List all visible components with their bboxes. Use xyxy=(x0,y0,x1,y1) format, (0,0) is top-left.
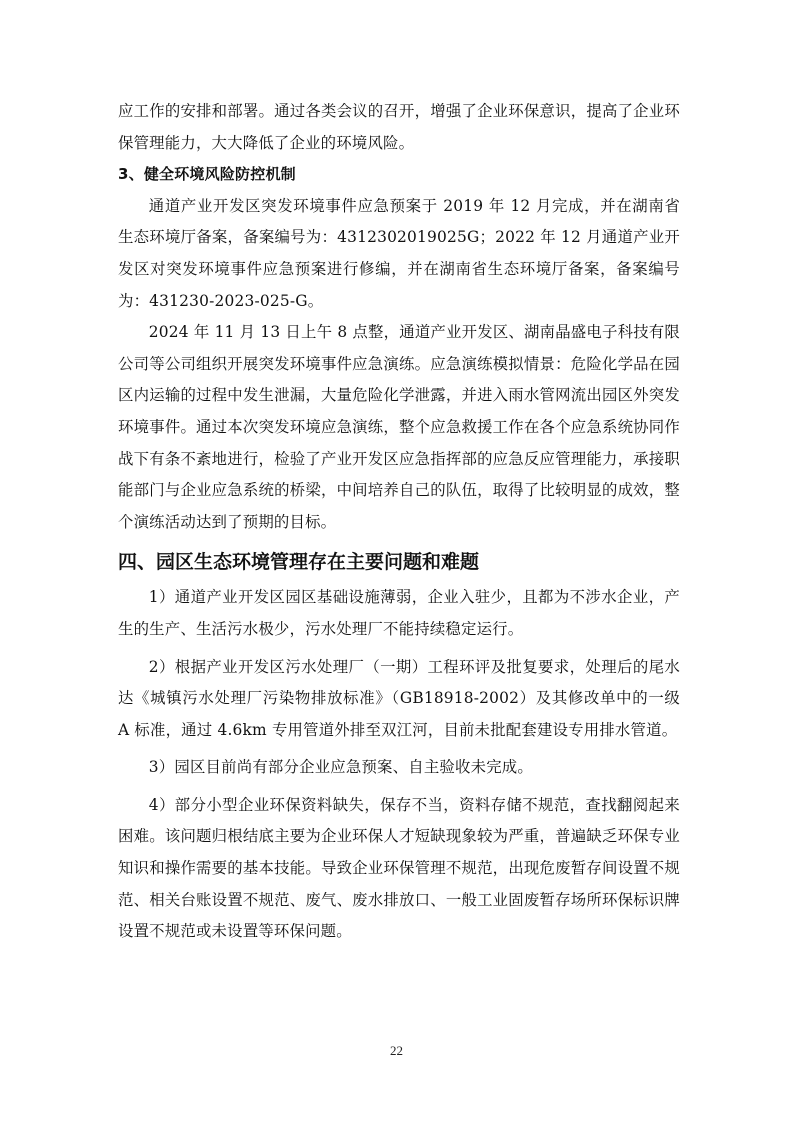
document-body xyxy=(118,96,680,948)
list-item-problem-4: 4）部分小型企业环保资料缺失，保存不当，资料存储不规范，查找翻阅起来困难。该问题归根结底主要为企业环保人才短缺现象较为严重，普遍缺乏环保专业知识和操作需要的基本技能。导致企业环保管理不规范，出现危废暂存间设置不规范、相关台账设置不规范、废气、废水排放口、一般工业固废暂存场所环保标识牌设置不规范或未设置等环保问题。 xyxy=(118,795,680,941)
paragraph-continuation: 应工作的安排和部署。通过各类会议的召开，增强了企业环保意识，提高了企业环保管理能力，大大降低了企业的环境风险。 xyxy=(118,102,680,152)
list-item-problem-1: 1）通道产业开发区园区基础设施薄弱，企业入驻少，且都为不涉水企业，产生的生产、生活污水极少，污水处理厂不能持续稳定运行。 xyxy=(118,588,680,638)
list-item-problem-2: 2）根据产业开发区污水处理厂（一期）工程环评及批复要求，处理后的尾水达《城镇污水处理厂污染物排放标准》（GB18918-2002）及其修改单中的一级 A 标准，通过 4.6km 专用管道外排至双江河，目前未批配套建设专用排水管道。 xyxy=(118,657,680,739)
paragraph-emergency-plan: 通道产业开发区突发环境事件应急预案于 2019 年 12 月完成，并在湖南省生态环境厅备案，备案编号为：4312302019025G；2022 年 12 月通道产业开发区对突发环境事件应急预案进行修编，并在湖南省生态环境厅备案，备案编号为：431230-2023-025-G。 xyxy=(118,196,680,310)
paragraph-emergency-drill: 2024 年 11 月 13 日上午 8 点整，通道产业开发区、湖南晶盛电子科技有限公司等公司组织开展突发环境事件应急演练。应急演练模拟情景：危险化学品在园区内运输的过程中发生泄漏，大量危险化学泄露，并进入雨水管网流出园区外突发环境事件。通过本次突发环境应急演练，整个应急救援工作在各个应急系统协同作战下有条不紊地进行，检验了产业开发区应急指挥部的应急反应管理能力，承接职能部门与企业应急系统的桥梁，中间培养自己的队伍，取得了比较明显的成效，整个演练活动达到了预期的目标。 xyxy=(118,323,680,531)
section-heading-problems: 四、园区生态环境管理存在主要问题和难题 xyxy=(118,551,480,574)
list-item-problem-3: 3）园区目前尚有部分企业应急预案、自主验收未完成。 xyxy=(148,758,533,777)
subheading-risk-control: 3、健全环境风险防控机制 xyxy=(118,165,296,184)
page-number: 22 xyxy=(390,1043,403,1058)
